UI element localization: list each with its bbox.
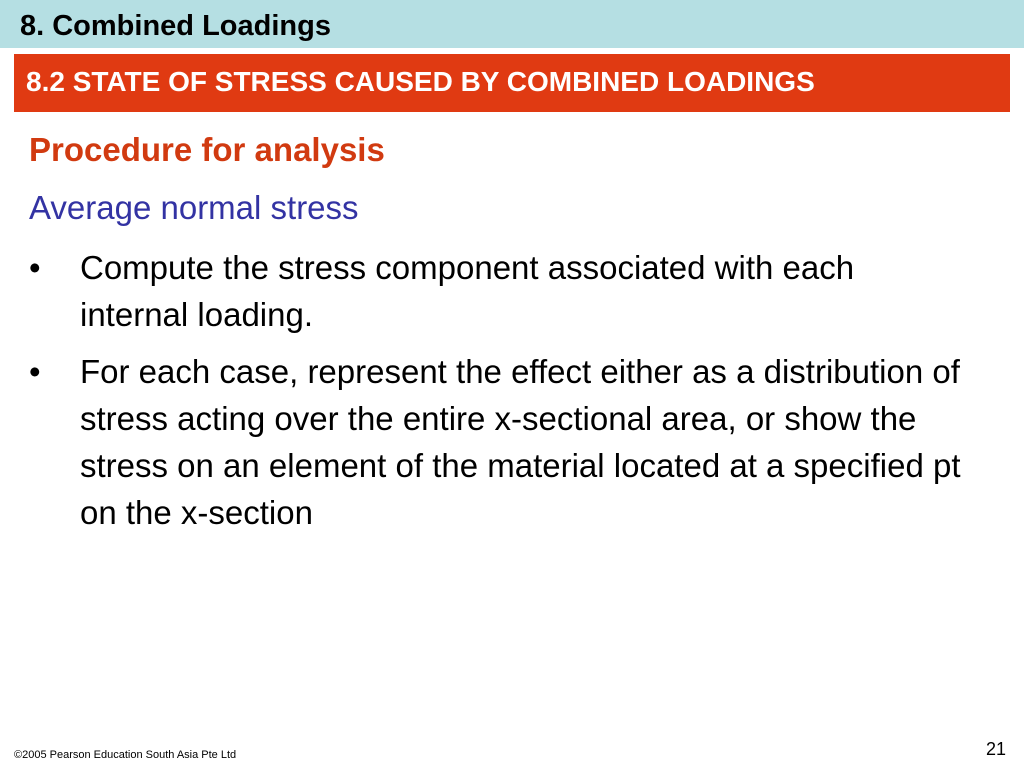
bullet-item [29,244,969,338]
chapter-title: 8. Combined Loadings [20,10,331,42]
bullet-icon: • [29,249,41,286]
copyright-notice: ©2005 Pearson Education South Asia Pte Ltd [14,749,237,761]
section-title-band [14,54,1010,112]
bullet-icon: • [29,353,41,390]
page-number: 21 [985,739,1006,759]
bullet-list [29,244,969,546]
bullet-text: For each case, represent the effect either as a distribution of stress acting over the entire x-sectional area, or show the stress on an element of the material located at a specified pt on the x-section [80,353,961,531]
procedure-heading: Procedure for analysis [29,131,385,168]
section-title: 8.2 STATE OF STRESS CAUSED BY COMBINED LOADINGS [26,66,815,97]
chapter-header-band [0,0,1024,48]
bullet-text: Compute the stress component associated with each internal loading. [80,249,855,333]
bullet-item [29,348,969,536]
subheading: Average normal stress [29,189,359,226]
